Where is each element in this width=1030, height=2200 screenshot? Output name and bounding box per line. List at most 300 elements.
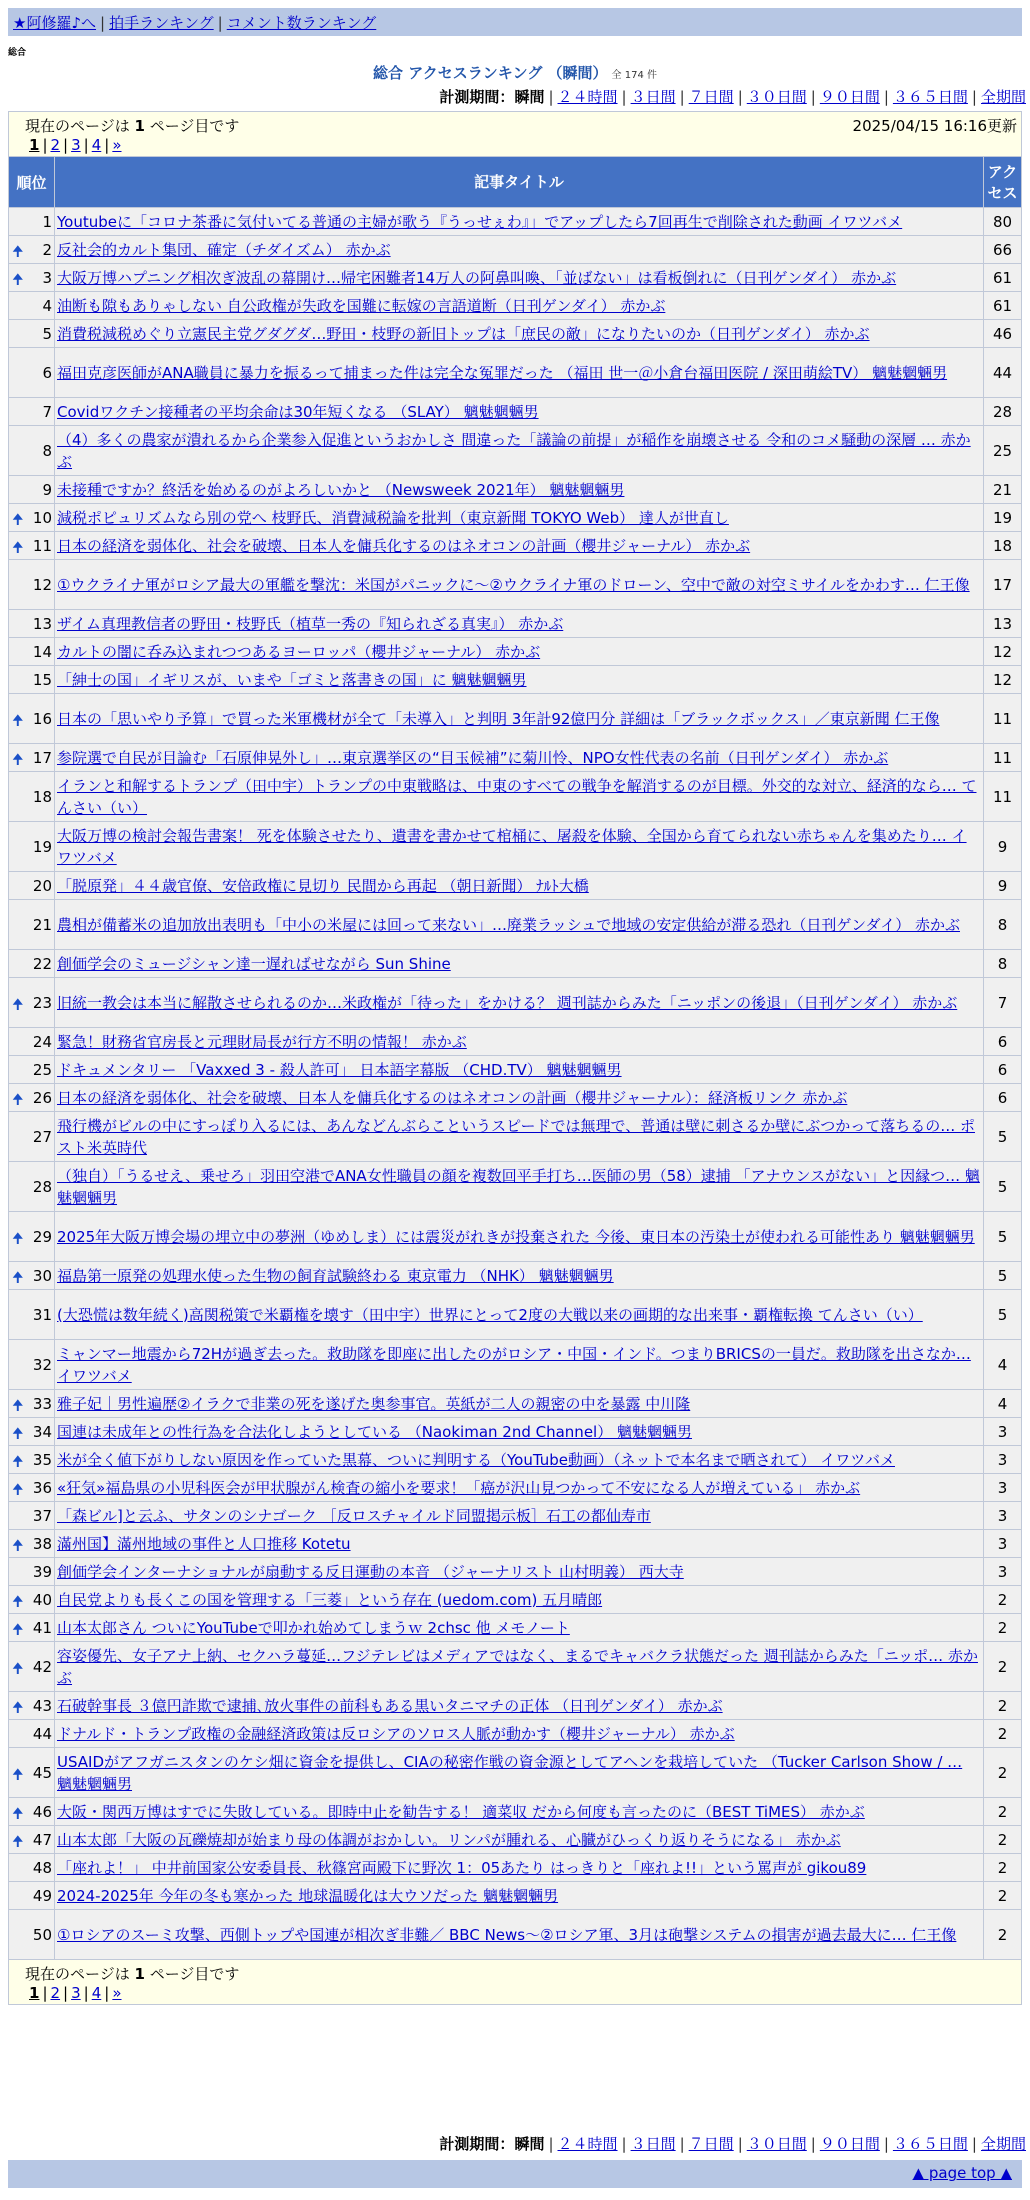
title-cell bbox=[55, 1614, 984, 1642]
rank-number: 32 bbox=[32, 1355, 52, 1374]
current-page-suffix: ページ目です bbox=[149, 1965, 240, 1983]
page-info-cell bbox=[9, 1960, 1022, 2005]
title-cell bbox=[55, 638, 984, 666]
period-link[interactable]: ３６５日間 bbox=[892, 88, 968, 106]
title-cell bbox=[55, 1028, 984, 1056]
period-link[interactable]: ３０日間 bbox=[746, 88, 807, 106]
rank-cell bbox=[9, 1390, 55, 1418]
current-page-suffix: ページ目です bbox=[149, 117, 240, 135]
rank-up-arrow-icon: 🠉 bbox=[12, 1481, 24, 1498]
rank-cell bbox=[9, 476, 55, 504]
rank-number: 25 bbox=[32, 1060, 52, 1079]
period-link[interactable]: ９０日間 bbox=[819, 88, 880, 106]
current-page-text bbox=[11, 1960, 1019, 1984]
rank-number: 6 bbox=[42, 363, 52, 382]
title-column-header: 記事タイトル bbox=[55, 157, 984, 208]
pager-separator: | bbox=[42, 136, 48, 154]
period-separator: | bbox=[883, 2135, 889, 2153]
rank-cell bbox=[9, 1642, 55, 1692]
access-count: 3 bbox=[983, 1418, 1021, 1446]
table-row bbox=[9, 744, 1022, 772]
access-count: 19 bbox=[983, 504, 1021, 532]
article-title-link[interactable]: Youtubeに「コロナ茶番に気付いてる普通の主婦が歌う『うっせぇわ』」でアップしたら7回再生で削除された動画 イワツバメ bbox=[57, 212, 903, 231]
access-count: 5 bbox=[983, 1290, 1021, 1340]
article-title-link[interactable]: 農相が備蓄米の追加放出表明も「中小の米屋には回って来ない」…廃業ラッシュで地域の安定供給が滞る恐れ（日刊ゲンダイ） 赤かぶ bbox=[57, 915, 960, 934]
article-title-link[interactable]: 容姿優先、女子アナ上納、セクハラ蔓延…フジテレビはメディアではなく、まるでキャバクラ状態だった 週刊誌からみた「ニッポ… 赤かぶ bbox=[57, 1646, 978, 1687]
rank-cell bbox=[9, 1446, 55, 1474]
access-count: 17 bbox=[983, 560, 1021, 610]
rank-up-arrow-icon: 🠉 bbox=[12, 1269, 24, 1286]
access-count: 8 bbox=[983, 950, 1021, 978]
rank-cell bbox=[9, 772, 55, 822]
access-count: 18 bbox=[983, 532, 1021, 560]
rank-cell bbox=[9, 1826, 55, 1854]
table-row bbox=[9, 1854, 1022, 1882]
title-cell bbox=[55, 1882, 984, 1910]
table-row bbox=[9, 1530, 1022, 1558]
article-title-link[interactable]: 「森ビル]と云ふ、サタンのシナゴーク ［反ロスチャイルド同盟掲示板］石工の都仙寿市 bbox=[57, 1506, 651, 1525]
rank-number: 13 bbox=[32, 614, 52, 633]
page-info-row bbox=[9, 112, 1022, 157]
access-count: 6 bbox=[983, 1084, 1021, 1112]
nav-separator: | bbox=[100, 14, 106, 32]
rank-up-arrow-icon: 🠉 bbox=[12, 1660, 24, 1677]
rank-up-arrow-icon: 🠉 bbox=[12, 1766, 24, 1783]
period-link[interactable]: ７日間 bbox=[688, 2135, 734, 2153]
table-row bbox=[9, 1112, 1022, 1162]
pager-link[interactable]: 2 bbox=[50, 1984, 61, 2002]
rank-number: 40 bbox=[32, 1590, 52, 1609]
rank-cell bbox=[9, 1418, 55, 1446]
rank-number: 22 bbox=[32, 954, 52, 973]
access-count: 66 bbox=[983, 236, 1021, 264]
title-cell bbox=[55, 1502, 984, 1530]
title-cell bbox=[55, 744, 984, 772]
table-row bbox=[9, 822, 1022, 872]
rank-number: 43 bbox=[32, 1696, 52, 1715]
pager-link[interactable]: 3 bbox=[71, 1984, 81, 2002]
article-title-link[interactable]: ミャンマー地震から72Hが過ぎ去った。救助隊を即座に出したのがロシア・中国・インド。つまりBRICSの一員だ。救助隊を出さなか… イワツバメ bbox=[57, 1344, 971, 1385]
access-count: 25 bbox=[983, 426, 1021, 476]
table-row bbox=[9, 1692, 1022, 1720]
page-info-row bbox=[9, 1960, 1022, 2005]
title-cell bbox=[55, 900, 984, 950]
article-title-link[interactable]: ドキュメンタリー 「Vaxxed 3 - 殺人許可」 日本語字幕版 （CHD.TV） 魑魅魍魎男 bbox=[57, 1060, 622, 1079]
article-title-link[interactable]: 2025年大阪万博会場の埋立中の夢洲（ゆめしま）には震災がれきが投棄された 今後、東日本の汚染土が使われる可能性あり 魑魅魍魎男 bbox=[57, 1227, 975, 1246]
title-cell bbox=[55, 1390, 984, 1418]
access-count: 2 bbox=[983, 1720, 1021, 1748]
title-cell bbox=[55, 1910, 984, 1960]
access-count: 2 bbox=[983, 1642, 1021, 1692]
article-title-link[interactable]: 反社会的カルト集団、確定（チダイズム） 赤かぶ bbox=[57, 240, 391, 259]
rank-cell bbox=[9, 978, 55, 1028]
access-count: 21 bbox=[983, 476, 1021, 504]
rank-number: 45 bbox=[32, 1763, 52, 1782]
article-title-link[interactable]: イランと和解するトランプ（田中宇）トランプの中東戦略は、中東のすべての戦争を解消するのが目標。外交的な対立、経済的なら… てんさい（い） bbox=[57, 776, 977, 817]
access-count: 2 bbox=[983, 1692, 1021, 1720]
pager-link[interactable]: 3 bbox=[71, 136, 81, 154]
access-count: 3 bbox=[983, 1446, 1021, 1474]
title-cell bbox=[55, 1558, 984, 1586]
article-title-link[interactable]: 「脱原発」４４歳官僚、安倍政権に見切り 民間から再起 （朝日新聞） ﾅﾙﾄ大橋 bbox=[57, 876, 589, 895]
table-row bbox=[9, 1748, 1022, 1798]
rank-cell bbox=[9, 504, 55, 532]
title-cell bbox=[55, 1290, 984, 1340]
rank-number: 2 bbox=[42, 240, 52, 259]
period-link[interactable]: ３０日間 bbox=[746, 2135, 807, 2153]
article-title-link[interactable]: 福島第一原発の処理水使った生物の飼育試験終わる 東京電力 （NHK） 魑魅魍魎男 bbox=[57, 1266, 614, 1285]
period-link[interactable]: ３日間 bbox=[630, 2135, 676, 2153]
table-row bbox=[9, 208, 1022, 236]
article-title-link[interactable]: 油断も隙もありゃしない 自公政権が失政を国難に転嫁の言語道断（日刊ゲンダイ） 赤かぶ bbox=[57, 296, 666, 315]
period-link[interactable]: ２４時間 bbox=[557, 88, 618, 106]
rank-number: 38 bbox=[32, 1534, 52, 1553]
title-cell bbox=[55, 1854, 984, 1882]
access-count: 8 bbox=[983, 900, 1021, 950]
article-title-link[interactable]: 減税ポピュリズムなら別の党へ 枝野氏、消費減税論を批判（東京新聞 TOKYO Web） 達人が世直し bbox=[57, 508, 729, 527]
pager-link[interactable]: 2 bbox=[50, 136, 61, 154]
title-cell bbox=[55, 772, 984, 822]
ranking-table bbox=[8, 111, 1022, 2005]
access-count: 5 bbox=[983, 1162, 1021, 1212]
title-cell bbox=[55, 320, 984, 348]
rank-cell bbox=[9, 1748, 55, 1798]
title-cell bbox=[55, 610, 984, 638]
rank-up-arrow-icon: 🠉 bbox=[12, 1593, 24, 1610]
article-title-link[interactable]: カルトの闇に呑み込まれつつあるヨーロッパ（櫻井ジャーナル） 赤かぶ bbox=[57, 642, 541, 661]
article-title-link[interactable]: ①ロシアのスーミ攻撃、西側トップや国連が相次ぎ非難／ BBC News〜②ロシア軍、3月は砲撃システムの損害が過去最大に… 仁王像 bbox=[57, 1925, 957, 1944]
rank-cell bbox=[9, 560, 55, 610]
period-separator: | bbox=[548, 88, 554, 106]
table-row bbox=[9, 264, 1022, 292]
title-cell bbox=[55, 1692, 984, 1720]
article-title-link[interactable]: 創価学会のミュージシャン達一遅ればせながら Sun Shine bbox=[57, 954, 451, 973]
rank-up-arrow-icon: 🠉 bbox=[12, 539, 24, 556]
article-title-link[interactable]: 大阪・関西万博はすでに失敗している。即時中止を勧告する！ 適菜収 だから何度も言ったのに（BEST TiMES） 赤かぶ bbox=[57, 1802, 865, 1821]
period-separator: | bbox=[679, 88, 685, 106]
article-title-link[interactable]: 米が全く値下がりしない原因を作っていた黒幕、ついに判明する（YouTube動画）（ネットで本名まで晒されて） イワツバメ bbox=[57, 1450, 895, 1469]
table-row bbox=[9, 666, 1022, 694]
table-row bbox=[9, 320, 1022, 348]
rank-number: 49 bbox=[32, 1886, 52, 1905]
title-cell bbox=[55, 236, 984, 264]
article-title-link[interactable]: 山本太郎さん ついにYouTubeで叩かれ始めてしまうｗ 2chsc 他 メモノート bbox=[57, 1618, 570, 1637]
title-cell bbox=[55, 504, 984, 532]
pager-separator: | bbox=[83, 1984, 89, 2002]
table-row bbox=[9, 1798, 1022, 1826]
article-title-link[interactable]: 滿州国】滿州地域の事件と人口推移 Kotetu bbox=[57, 1534, 351, 1553]
rank-number: 4 bbox=[42, 296, 52, 315]
article-title-link[interactable]: 雅子妃｜男性遍歴②イラクで非業の死を遂げた奥参事官。英紙が二人の親密の中を暴露 中川隆 bbox=[57, 1394, 691, 1413]
period-label: 計測期間： bbox=[439, 88, 515, 106]
access-count: 5 bbox=[983, 1212, 1021, 1262]
article-title-link[interactable]: USAIDがアフガニスタンのケシ畑に資金を提供し、CIAの秘密作戦の資金源としてアヘンを栽培していた （Tucker Carlson Show / … 魑魅魍魎男 bbox=[57, 1752, 963, 1793]
pager-separator: | bbox=[63, 1984, 69, 2002]
title-cell bbox=[55, 208, 984, 236]
access-count: 3 bbox=[983, 1558, 1021, 1586]
period-link[interactable]: ３６５日間 bbox=[892, 2135, 968, 2153]
rank-cell bbox=[9, 1530, 55, 1558]
title-cell bbox=[55, 1798, 984, 1826]
article-title-link[interactable]: 山本太郎「大阪の瓦礫焼却が始まり母の体調がおかしい。リンパが腫れる、心臓がひっくり返りそうになる」 赤かぶ bbox=[57, 1830, 841, 1849]
table-row bbox=[9, 1418, 1022, 1446]
table-row bbox=[9, 1910, 1022, 1960]
article-title-link[interactable]: 日本の経済を弱体化、社会を破壊、日本人を傭兵化するのはネオコンの計画（櫻井ジャーナル）：経済板リンク 赤かぶ bbox=[57, 1088, 848, 1107]
access-count: 12 bbox=[983, 666, 1021, 694]
rank-number: 3 bbox=[42, 268, 52, 287]
title-cell bbox=[55, 426, 984, 476]
rank-cell bbox=[9, 398, 55, 426]
table-row bbox=[9, 872, 1022, 900]
period-separator: | bbox=[679, 2135, 685, 2153]
article-title-link[interactable]: (大恐慌は数年続く)高関税策で米覇権を壊す（田中宇）世界にとって2度の大戦以来の画期的な出来事・覇権転換 てんさい（い） bbox=[57, 1305, 923, 1324]
title-cell bbox=[55, 1720, 984, 1748]
period-link[interactable]: ９０日間 bbox=[819, 2135, 880, 2153]
access-count: 6 bbox=[983, 1056, 1021, 1084]
rank-up-arrow-icon: 🠉 bbox=[12, 996, 24, 1013]
rank-up-arrow-icon: 🠉 bbox=[12, 271, 24, 288]
rank-cell bbox=[9, 1798, 55, 1826]
nav-separator: | bbox=[217, 14, 223, 32]
rank-cell bbox=[9, 666, 55, 694]
rank-cell bbox=[9, 900, 55, 950]
rank-up-arrow-icon: 🠉 bbox=[12, 1537, 24, 1554]
rank-cell bbox=[9, 1340, 55, 1390]
rank-cell bbox=[9, 1162, 55, 1212]
rank-cell bbox=[9, 1290, 55, 1340]
access-count: 13 bbox=[983, 610, 1021, 638]
period-separator: | bbox=[971, 2135, 977, 2153]
table-row bbox=[9, 348, 1022, 398]
table-row bbox=[9, 1340, 1022, 1390]
title-cell bbox=[55, 872, 984, 900]
table-row bbox=[9, 978, 1022, 1028]
updated-timestamp: 2025/04/15 16:16更新 bbox=[852, 117, 1017, 135]
article-title-link[interactable]: 「座れよ！」 中井前国家公安委員長、秋篠宮両殿下に野次 1：05あたり はっきりと「座れよ!!」という罵声が gikou89 bbox=[57, 1858, 867, 1877]
rank-cell bbox=[9, 1028, 55, 1056]
article-title-link[interactable]: ドナルド・トランプ政権の金融経済政策は反ロシアのソロス人脈が動かす（櫻井ジャーナル） 赤かぶ bbox=[57, 1724, 735, 1743]
title-cell bbox=[55, 1642, 984, 1692]
table-row bbox=[9, 1720, 1022, 1748]
current-page-number: 1 bbox=[134, 1965, 145, 1983]
pager-separator: | bbox=[104, 1984, 110, 2002]
comment-ranking-link[interactable]: コメント数ランキング bbox=[226, 14, 377, 32]
rank-number: 9 bbox=[42, 480, 52, 499]
access-count: 46 bbox=[983, 320, 1021, 348]
rank-up-arrow-icon: 🠉 bbox=[12, 712, 24, 729]
period-link[interactable]: ７日間 bbox=[688, 88, 734, 106]
total-count: 全 174 件 bbox=[611, 70, 657, 81]
article-title-link[interactable]: «狂気»福島県の小児科医会が甲状腺がん検査の縮小を要求！「癌が沢山見つかって不安になる人が増えている」 赤かぶ bbox=[57, 1478, 861, 1497]
article-title-link[interactable]: （独自）「うるせえ、乗せろ」羽田空港でANA女性職員の顔を複数回平手打ち…医師の男（58）逮捕 「アナウンスがない」と因縁つ… 魑魅魍魎男 bbox=[57, 1166, 980, 1207]
period-bar-top bbox=[439, 86, 1026, 107]
rank-number: 7 bbox=[42, 402, 52, 421]
rank-number: 47 bbox=[32, 1830, 52, 1849]
period-link[interactable]: 全期間 bbox=[980, 88, 1026, 106]
article-title-link[interactable]: 石破幹事長 ３億円詐欺で逮捕､放火事件の前科もある黒いタニマチの正体 （日刊ゲンダイ） 赤かぶ bbox=[57, 1696, 723, 1715]
table-row bbox=[9, 1474, 1022, 1502]
access-count: 9 bbox=[983, 822, 1021, 872]
home-link[interactable]: ★阿修羅♪へ bbox=[13, 14, 97, 32]
pager bbox=[11, 136, 1019, 156]
article-title-link[interactable]: （4）多くの農家が潰れるから企業参入促進というおかしさ 間違った「議論の前提」が稲作を崩壊させる 令和のコメ騒動の深層 … 赤かぶ bbox=[57, 430, 971, 471]
article-title-link[interactable]: 緊急！財務省官房長と元理財局長が行方不明の情報！ 赤かぶ bbox=[57, 1032, 467, 1051]
rank-number: 21 bbox=[32, 915, 52, 934]
article-title-link[interactable]: 飛行機がビルの中にすっぽり入るには、あんなどんぶらこというスピードでは無理で、普通は壁に刺さるか壁にぶつかって落ちるの… ポスト米英時代 bbox=[57, 1116, 975, 1157]
pager-separator: | bbox=[83, 136, 89, 154]
rank-cell bbox=[9, 532, 55, 560]
rank-number: 8 bbox=[42, 441, 52, 460]
pager-separator: | bbox=[63, 136, 69, 154]
table-row bbox=[9, 772, 1022, 822]
article-title-link[interactable]: 2024-2025年 今年の冬も寒かった 地球温暖化は大ウソだった 魑魅魍魎男 bbox=[57, 1886, 559, 1905]
period-separator: | bbox=[810, 2135, 816, 2153]
bottom-bar bbox=[8, 2160, 1022, 2188]
access-count: 6 bbox=[983, 1028, 1021, 1056]
pager-separator: | bbox=[104, 136, 110, 154]
rank-cell bbox=[9, 1910, 55, 1960]
rank-number: 39 bbox=[32, 1562, 52, 1581]
access-count: 44 bbox=[983, 348, 1021, 398]
title-cell bbox=[55, 1826, 984, 1854]
ranking-title-block bbox=[0, 62, 1030, 83]
title-cell bbox=[55, 1056, 984, 1084]
article-title-link[interactable]: 消費税減税めぐり立憲民主党グダグダ…野田・枝野の新旧トップは「庶民の敵」になりたいのか（日刊ゲンダイ） 赤かぶ bbox=[57, 324, 870, 343]
article-title-link[interactable]: 日本の経済を弱体化、社会を破壊、日本人を傭兵化するのはネオコンの計画（櫻井ジャーナル） 赤かぶ bbox=[57, 536, 751, 555]
rank-number: 34 bbox=[32, 1422, 52, 1441]
title-cell bbox=[55, 1340, 984, 1390]
table-row bbox=[9, 950, 1022, 978]
pager-link[interactable]: » bbox=[112, 136, 122, 154]
article-title-link[interactable]: 創価学会インターナショナルが扇動する反日運動の本音 （ジャーナリスト 山村明義） 西大寺 bbox=[57, 1562, 684, 1581]
rank-number: 37 bbox=[32, 1506, 52, 1525]
rank-up-arrow-icon: 🠉 bbox=[12, 751, 24, 768]
pager-separator: | bbox=[42, 1984, 48, 2002]
article-title-link[interactable]: 「紳士の国」イギリスが、いまや「ゴミと落書きの国」に 魑魅魍魎男 bbox=[57, 670, 527, 689]
access-count: 7 bbox=[983, 978, 1021, 1028]
rank-up-arrow-icon: 🠉 bbox=[12, 1833, 24, 1850]
table-row bbox=[9, 1084, 1022, 1112]
access-count: 28 bbox=[983, 398, 1021, 426]
rank-number: 18 bbox=[32, 787, 52, 806]
page-top-link[interactable]: ▲ page top ▲ bbox=[912, 2164, 1012, 2182]
rank-cell bbox=[9, 744, 55, 772]
rank-number: 27 bbox=[32, 1127, 52, 1146]
table-row bbox=[9, 1882, 1022, 1910]
title-cell bbox=[55, 1446, 984, 1474]
article-title-link[interactable]: 日本の「思いやり予算」で買った米軍機材が全て「未導入」と判明 3年計92億円分 詳細は「ブラックボックス」／東京新聞 仁王像 bbox=[57, 709, 940, 728]
rank-cell bbox=[9, 1212, 55, 1262]
table-row bbox=[9, 476, 1022, 504]
rank-cell bbox=[9, 1720, 55, 1748]
title-cell bbox=[55, 1212, 984, 1262]
period-separator: | bbox=[810, 88, 816, 106]
title-cell bbox=[55, 264, 984, 292]
table-row bbox=[9, 1558, 1022, 1586]
access-count: 61 bbox=[983, 292, 1021, 320]
access-count: 3 bbox=[983, 1502, 1021, 1530]
rank-number: 10 bbox=[32, 508, 52, 527]
rank-up-arrow-icon: 🠉 bbox=[12, 243, 24, 260]
rank-number: 50 bbox=[32, 1925, 52, 1944]
article-title-link[interactable]: Covidワクチン接種者の平均余命は30年短くなる （SLAY） 魑魅魍魎男 bbox=[57, 402, 539, 421]
title-cell bbox=[55, 1474, 984, 1502]
table-row bbox=[9, 1826, 1022, 1854]
article-title-link[interactable]: 国連は未成年との性行為を合法化しようとしている （Naokiman 2nd Channel） 魑魅魍魎男 bbox=[57, 1422, 692, 1441]
rank-cell bbox=[9, 1586, 55, 1614]
rank-cell bbox=[9, 950, 55, 978]
rank-cell bbox=[9, 822, 55, 872]
access-count: 2 bbox=[983, 1586, 1021, 1614]
access-count: 2 bbox=[983, 1798, 1021, 1826]
rank-cell bbox=[9, 1692, 55, 1720]
period-link[interactable]: 全期間 bbox=[980, 2135, 1026, 2153]
article-title-link[interactable]: ザイム真理教信者の野田・枝野氏（植草一秀の『知られざる真実』） 赤かぶ bbox=[57, 614, 564, 633]
pager-link[interactable]: 4 bbox=[91, 1984, 102, 2002]
article-title-link[interactable]: 大阪万博の検討会報告書案！ 死を体験させたり、遺書を書かせて棺桶に、屠殺を体験、全国から育てられない赤ちゃんを集めたり… イワツバメ bbox=[57, 826, 967, 867]
period-link[interactable]: ３日間 bbox=[630, 88, 676, 106]
rank-number: 17 bbox=[32, 748, 52, 767]
current-page-prefix: 現在のページは bbox=[25, 1965, 130, 1983]
pager-link[interactable]: » bbox=[112, 1984, 122, 2002]
period-bar-bottom bbox=[439, 2133, 1026, 2154]
rank-number: 31 bbox=[32, 1305, 52, 1324]
title-cell bbox=[55, 1586, 984, 1614]
article-title-link[interactable]: 大阪万博ハプニング相次ぎ波乱の幕開け…帰宅困難者14万人の阿鼻叫喚、「並ばない」は看板倒れに（日刊ゲンダイ） 赤かぶ bbox=[57, 268, 897, 287]
rank-number: 29 bbox=[32, 1227, 52, 1246]
page-title: 総合 アクセスランキング （瞬間） bbox=[373, 64, 608, 82]
article-title-link[interactable]: 参院選で自民が目論む「石原伸晃外し」…東京選挙区の“目玉候補”に菊川怜、NPO女性代表の名前（日刊ゲンダイ） 赤かぶ bbox=[57, 748, 889, 767]
period-separator: | bbox=[621, 2135, 627, 2153]
rank-number: 30 bbox=[32, 1266, 52, 1285]
pager-current-page[interactable]: 1 bbox=[29, 1984, 40, 2002]
pager-current-page[interactable]: 1 bbox=[29, 136, 40, 154]
rank-up-arrow-icon: 🠉 bbox=[12, 1397, 24, 1414]
pager bbox=[11, 1984, 1019, 2004]
site-label: 総合 bbox=[8, 48, 27, 58]
applause-ranking-link[interactable]: 拍手ランキング bbox=[109, 14, 214, 32]
article-title-link[interactable]: ①ウクライナ軍がロシア最大の軍艦を撃沈：米国がパニックに〜②ウクライナ軍のドローン、空中で敵の対空ミサイルをかわす… 仁王像 bbox=[57, 575, 970, 594]
article-title-link[interactable]: 福田克彦医師がANA職員に暴力を振るって捕まった件は完全な冤罪だった （福田 世一＠小倉台福田医院 / 深田萌絵TV） 魑魅魍魎男 bbox=[57, 363, 948, 382]
rank-up-arrow-icon: 🠉 bbox=[12, 1453, 24, 1470]
title-cell bbox=[55, 532, 984, 560]
title-cell bbox=[55, 978, 984, 1028]
rank-number: 24 bbox=[32, 1032, 52, 1051]
article-title-link[interactable]: 未接種ですか？終活を始めるのがよろしいかと （Newsweek 2021年） 魑魅魍魎男 bbox=[57, 480, 625, 499]
article-title-link[interactable]: 自民党よりも長くこの国を管理する「三菱」という存在 (uedom.com) 五月晴郎 bbox=[57, 1590, 603, 1609]
table-row bbox=[9, 1028, 1022, 1056]
rank-number: 48 bbox=[32, 1858, 52, 1877]
title-cell bbox=[55, 950, 984, 978]
rank-number: 28 bbox=[32, 1177, 52, 1196]
period-link[interactable]: ２４時間 bbox=[557, 2135, 618, 2153]
rank-number: 41 bbox=[32, 1618, 52, 1637]
rank-cell bbox=[9, 1854, 55, 1882]
table-row bbox=[9, 426, 1022, 476]
rank-cell bbox=[9, 348, 55, 398]
rank-cell bbox=[9, 1558, 55, 1586]
table-row bbox=[9, 1614, 1022, 1642]
table-row bbox=[9, 292, 1022, 320]
access-count: 4 bbox=[983, 1340, 1021, 1390]
article-title-link[interactable]: 旧統一教会は本当に解散させられるのか…米政権が「待った」をかける？ 週刊誌からみた「ニッポンの後退」（日刊ゲンダイ） 赤かぶ bbox=[57, 993, 958, 1012]
access-count: 2 bbox=[983, 1882, 1021, 1910]
table-header-row bbox=[9, 157, 1022, 208]
period-current: 瞬間 bbox=[514, 2135, 545, 2153]
rank-number: 15 bbox=[32, 670, 52, 689]
access-count: 3 bbox=[983, 1530, 1021, 1558]
pager-link[interactable]: 4 bbox=[91, 136, 102, 154]
